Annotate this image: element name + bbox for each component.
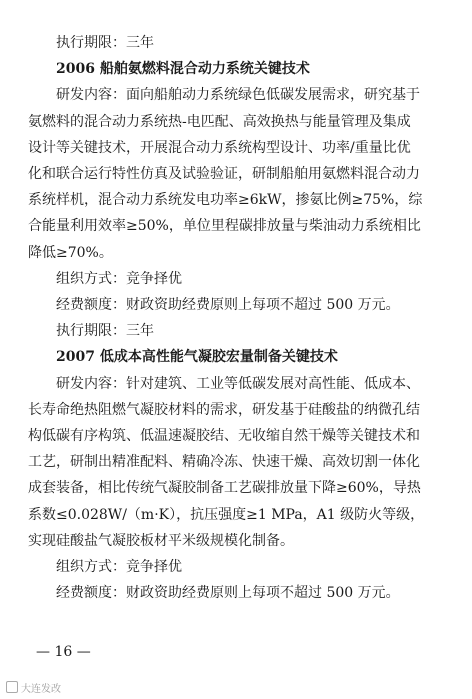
text-line: 执行期限：三年 bbox=[56, 35, 154, 51]
text-line: 研发内容：针对建筑、工业等低碳发展对高性能、低成本、 bbox=[56, 375, 420, 392]
text-line: 合能量利用效率≥50%，单位里程碳排放量与柴油动力系统相比 bbox=[28, 218, 421, 235]
text-line: 成套装备，相比传统气凝胶制备工艺碳排放量下降≥60%，导热 bbox=[28, 480, 421, 497]
text-line: 经费额度：财政资助经费原则上每项不超过 500 万元。 bbox=[56, 297, 400, 313]
page-number: — 16 — bbox=[36, 644, 91, 660]
watermark-text: 大连发改 bbox=[21, 684, 61, 695]
text-line: 经费额度：财政资助经费原则上每项不超过 500 万元。 bbox=[56, 585, 400, 602]
text-line: 长寿命绝热阻燃气凝胶材料的需求，研发基于硅酸盐的纳微孔结 bbox=[28, 401, 420, 418]
text-line: 工艺，研制出精准配料、精确冷冻、快速干燥、高效切割一体化 bbox=[28, 454, 420, 471]
text-line: 构低碳有序构筑、低温速凝胶结、无收缩自然干燥等关键技术和 bbox=[28, 428, 420, 444]
text-line: 降低≥70%。 bbox=[28, 244, 113, 261]
text-line: 组织方式：竞争择优 bbox=[56, 559, 182, 575]
text-line: 执行期限：三年 bbox=[56, 323, 154, 340]
text-line: 氨燃料的混合动力系统热-电匹配、高效换热与能量管理及集成 bbox=[28, 113, 411, 130]
text-line: 系数≤0.028W/（m·K），抗压强度≥1 MPa，A1 级防火等级， bbox=[28, 506, 425, 523]
watermark bbox=[6, 680, 61, 695]
text-line: 化和联合运行特性仿真及试验验证，研制船舶用氨燃料混合动力 bbox=[28, 166, 420, 182]
text-line: 系统样机，混合动力系统发电功率≥6kW，掺氨比例≥75%，综 bbox=[28, 192, 423, 209]
text-line: 实现硅酸盐气凝胶板材平米级规模化制备。 bbox=[28, 532, 294, 549]
text-line: 研发内容：面向船舶动力系统绿色低碳发展需求，研究基于 bbox=[56, 87, 420, 104]
text-line: 组织方式：竞争择优 bbox=[56, 270, 182, 287]
section-heading: 2006 船舶氨燃料混合动力系统关键技术 bbox=[56, 61, 310, 78]
watermark-logo-icon bbox=[6, 681, 18, 693]
text-line: 设计等关键技术，开展混合动力系统构型设计、功率/重量比优 bbox=[28, 139, 411, 156]
section-heading: 2007 低成本高性能气凝胶宏量制备关键技术 bbox=[56, 349, 338, 366]
